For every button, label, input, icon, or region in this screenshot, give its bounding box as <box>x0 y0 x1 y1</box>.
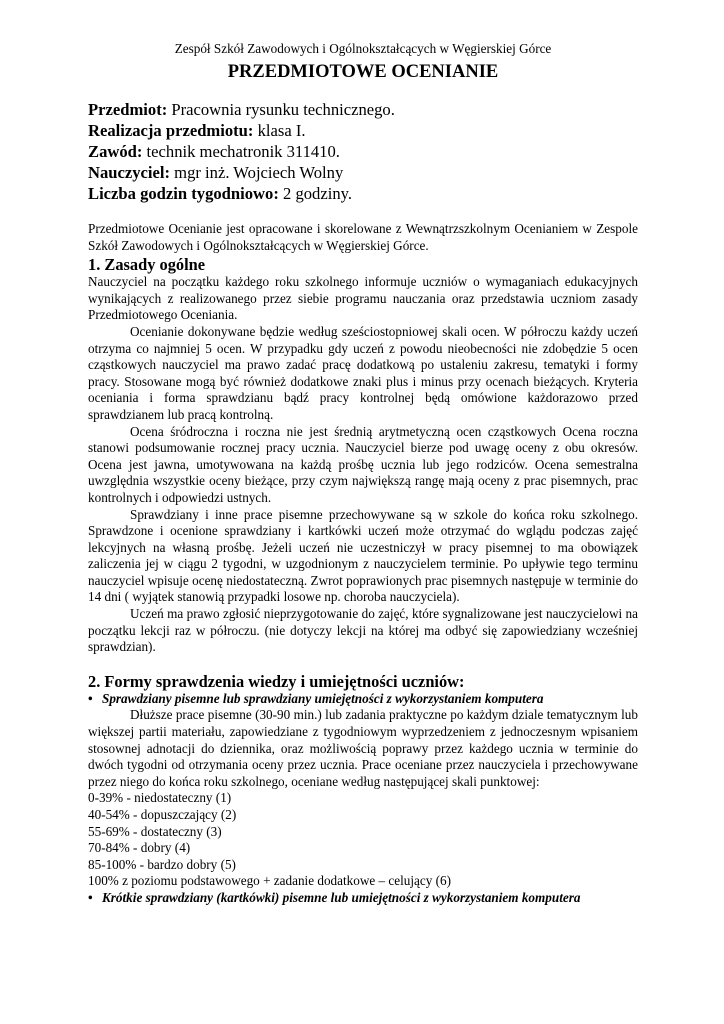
class-label: Realizacja przedmiotu: <box>88 121 254 140</box>
teacher-label: Nauczyciel: <box>88 163 171 182</box>
scale-line-5: 85-100% - bardzo dobry (5) <box>88 856 236 872</box>
subject-info <box>88 99 638 204</box>
intro-paragraph: Przedmiotowe Ocenianie jest opracowane i skorelowane z Wewnątrzszkolnym Ocenianiem w Zespole Szkół Zawodowych i Ogólnokształcących w Węgierskiej Górce. <box>88 221 638 253</box>
bullet-icon: • <box>88 889 93 905</box>
section-1-paragraph-1: Nauczyciel na początku każdego roku szkolnego informuje uczniów o wymaganiach edukacyjnych wynikających z realizowanego przez siebie programu nauczania oraz przedstawia uczniom zasady Przedmiotowego Oceniania. <box>88 274 638 323</box>
scale-line-3: 55-69% - dostateczny (3) <box>88 823 222 839</box>
school-name: Zespół Szkół Zawodowych i Ogólnokształcących w Węgierskiej Górce <box>174 41 552 56</box>
teacher-row <box>88 162 638 183</box>
bullet-short-tests-text: Krótkie sprawdziany (kartkówki) pisemne lub umiejętności z wykorzystaniem komputera <box>102 889 581 905</box>
section-2-paragraph: Dłuższe prace pisemne (30-90 min.) lub zadania praktyczne po każdym dziale tematycznym lub większej partii materiału, zapowiedziane z tygodniowym wyprzedzeniem z jednoczesnym wpisaniem stosownej adnotacji do dziennika, oraz możliwością poprawy przez każdego ucznia w terminie do dwóch tygodni od otrzymania oceny przez ucznia. Prace oceniane przez nauczyciela i przechowywane przez niego do końca roku szkolnego, oceniane według następującej skali punktowej: <box>88 707 638 789</box>
section-1-paragraph-5: Uczeń ma prawo zgłosić nieprzygotowanie do zajęć, które sygnalizowane jest nauczycielowi na początku lekcji raz w półroczu. (nie dotyczy lekcji na której ma odbyć się zapowiedziany wcześniej sprawdzian). <box>88 606 638 655</box>
subject-value: Pracownia rysunku technicznego. <box>167 100 395 119</box>
scale-line-2: 40-54% - dopuszczający (2) <box>88 807 237 822</box>
hours-value: 2 godziny. <box>278 184 352 203</box>
document-page <box>88 40 638 907</box>
bullet-icon: • <box>88 690 93 706</box>
hours-label: Liczba godzin tygodniowo: <box>88 184 279 203</box>
scale-line-1: 0-39% - niedostateczny (1) <box>88 790 232 806</box>
profession-value: technik mechatronik 311410. <box>142 142 340 161</box>
subject-row <box>88 99 638 120</box>
section-1-paragraph-2: Ocenianie dokonywane będzie według sześciostopniowej skali ocen. W półroczu każdy uczeń otrzyma co najmniej 5 ocen. W przypadku gdy uczeń z powodu nieobecności nie zdobędzie 5 ocen cząstkowych nauczyciel ma prawo zadać pracę dodatkową po ustaleniu zakresu, tematyki i formy pracy. Stosowane mogą być również dodatkowe znaki plus i minus przy ocenach bieżących. Kryteria oceniania i forma sprawdzianu bądź pracy kontrolnej będą omówione każdorazowo przed sprawdzianem lub pracą kontrolną. <box>88 323 638 422</box>
scale-line-4: 70-84% - dobry (4) <box>88 840 191 856</box>
subject-label: Przedmiot: <box>88 100 168 119</box>
profession-label: Zawód: <box>88 142 143 161</box>
bullet-written-tests <box>88 691 638 708</box>
profession-row <box>88 141 638 162</box>
bullet-short-tests <box>88 890 638 907</box>
section-1-paragraph-3: Ocena śródroczna i roczna nie jest średnią arytmetyczną ocen cząstkowych Ocena roczna stanowi podsumowanie rocznej pracy ucznia. Nauczyciel bierze pod uwagę oceny z obu okresów. Ocena jest jawna, umotywowana na każdą prośbę ucznia lub jego rodziców. Ocena semestralna uwzględnia wszystkie oceny bieżące, przy czym największą rangę mają oceny z prac pisemnych, prac kontrolnych i odpowiedzi ustnych. <box>88 423 638 505</box>
section-1-paragraph-4: Sprawdziany i inne prace pisemne przechowywane są w szkole do końca roku szkolnego. Sprawdzone i ocenione sprawdziany i kartkówki uczeń może otrzymać do wglądu podczas zajęć lekcyjnych na własną prośbę. Jeżeli uczeń nie uczestniczył w pracy pisemnej to ma obowiązek zaliczenia jej w ciągu 2 tygodni, w uzgodnionym z nauczycielem terminie. Po upływie tego terminu nauczyciel wpisuje ocenę niedostateczną. Zwrot poprawionych prac pisemnych następuje w terminie do 14 dni ( wyjątek stanowią przypadki losowe np. choroba nauczyciela). <box>88 506 638 605</box>
scale-line-6: 100% z poziomu podstawowego + zadanie dodatkowe – celujący (6) <box>88 873 452 889</box>
teacher-value: mgr inż. Wojciech Wolny <box>170 163 344 182</box>
hours-row <box>88 183 638 204</box>
document-title: PRZEDMIOTOWE OCENIANIE <box>227 62 499 82</box>
bullet-written-tests-text: Sprawdziany pisemne lub sprawdziany umiejętności z wykorzystaniem komputera <box>102 690 544 706</box>
class-value: klasa I. <box>253 121 306 140</box>
section-1-heading: 1. Zasady ogólne <box>88 255 206 275</box>
class-row <box>88 120 638 141</box>
section-2-heading: 2. Formy sprawdzenia wiedzy i umiejętności uczniów: <box>88 671 465 691</box>
